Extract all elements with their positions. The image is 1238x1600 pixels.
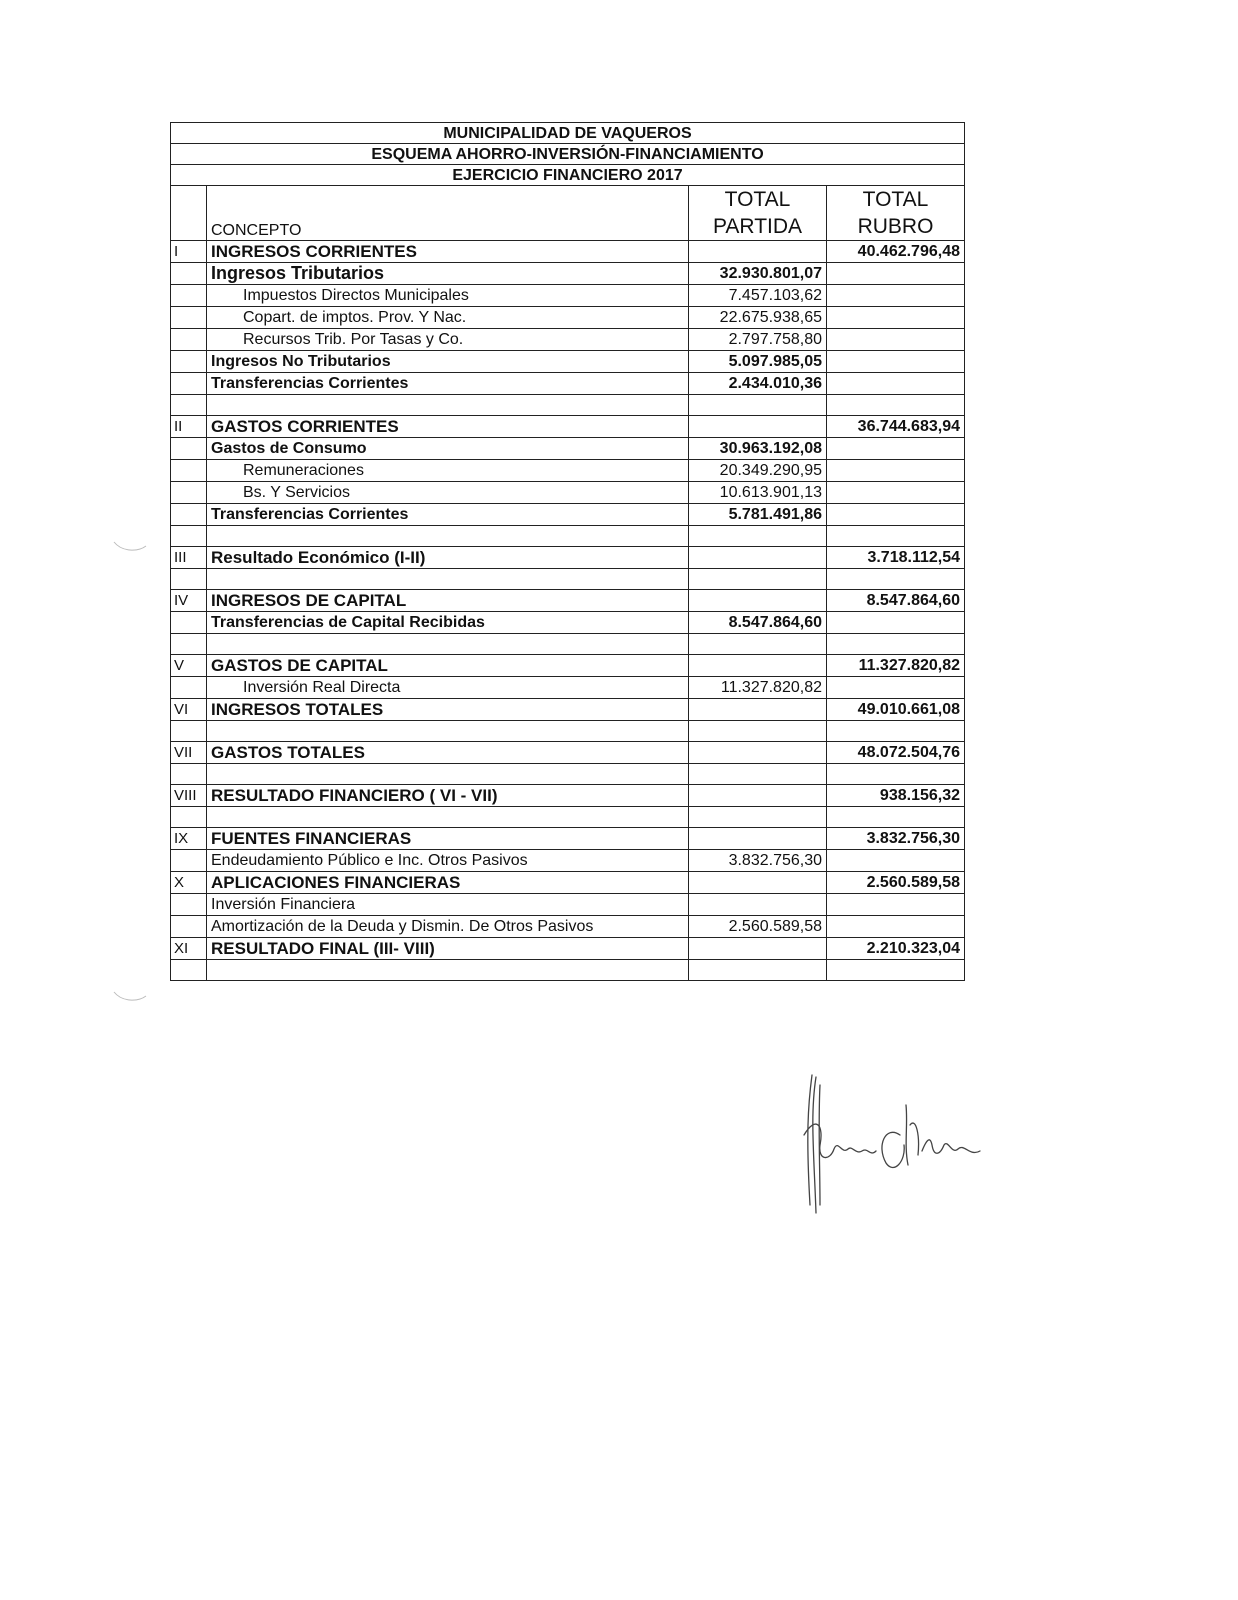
row-total-partida — [689, 655, 827, 677]
row-total-rubro — [827, 373, 965, 395]
table-title: MUNICIPALIDAD DE VAQUEROS — [171, 123, 965, 144]
row-total-partida — [689, 395, 827, 416]
row-number — [171, 960, 207, 981]
row-concept — [207, 764, 689, 785]
row-concept: Amortización de la Deuda y Dismin. De Otros Pasivos — [207, 916, 689, 938]
row-concept: INGRESOS TOTALES — [207, 699, 689, 721]
row-number — [171, 438, 207, 460]
row-total-partida — [689, 742, 827, 764]
row-total-rubro — [827, 894, 965, 916]
table-row — [171, 872, 965, 894]
row-concept: INGRESOS DE CAPITAL — [207, 590, 689, 612]
row-total-rubro — [827, 612, 965, 634]
row-number: II — [171, 416, 207, 438]
row-concept: RESULTADO FINANCIERO ( VI - VII) — [207, 785, 689, 807]
row-number — [171, 677, 207, 699]
row-total-rubro — [827, 395, 965, 416]
row-total-rubro: 3.718.112,54 — [827, 547, 965, 569]
row-total-partida: 22.675.938,65 — [689, 307, 827, 329]
row-number — [171, 482, 207, 504]
row-total-rubro — [827, 850, 965, 872]
row-total-partida — [689, 590, 827, 612]
row-total-rubro: 938.156,32 — [827, 785, 965, 807]
row-number — [171, 569, 207, 590]
row-total-partida: 10.613.901,13 — [689, 482, 827, 504]
table-row — [171, 894, 965, 916]
table-row — [171, 329, 965, 351]
row-total-partida: 2.560.589,58 — [689, 916, 827, 938]
table-row — [171, 307, 965, 329]
row-concept: Ingresos No Tributarios — [207, 351, 689, 373]
row-number: V — [171, 655, 207, 677]
row-concept: Resultado Económico (I-II) — [207, 547, 689, 569]
row-total-rubro — [827, 329, 965, 351]
table-row — [171, 416, 965, 438]
row-total-partida: 7.457.103,62 — [689, 285, 827, 307]
row-total-rubro — [827, 721, 965, 742]
row-number — [171, 850, 207, 872]
row-number — [171, 285, 207, 307]
row-total-partida — [689, 894, 827, 916]
table-subtitle: ESQUEMA AHORRO-INVERSIÓN-FINANCIAMIENTO — [171, 144, 965, 165]
row-concept — [207, 526, 689, 547]
row-number — [171, 634, 207, 655]
table-row — [171, 482, 965, 504]
row-total-partida — [689, 526, 827, 547]
row-number: X — [171, 872, 207, 894]
row-total-partida — [689, 699, 827, 721]
table-row — [171, 807, 965, 828]
row-concept — [207, 395, 689, 416]
row-total-rubro — [827, 263, 965, 285]
row-total-partida — [689, 828, 827, 850]
row-number — [171, 351, 207, 373]
row-number — [171, 764, 207, 785]
punch-hole-mark — [112, 540, 148, 554]
row-total-partida: 8.547.864,60 — [689, 612, 827, 634]
row-concept: Transferencias Corrientes — [207, 504, 689, 526]
row-total-rubro — [827, 438, 965, 460]
table-row — [171, 721, 965, 742]
table-row — [171, 938, 965, 960]
table-row — [171, 263, 965, 285]
row-concept: Bs. Y Servicios — [207, 482, 689, 504]
row-total-partida — [689, 764, 827, 785]
row-total-rubro — [827, 764, 965, 785]
row-number — [171, 916, 207, 938]
row-total-rubro — [827, 569, 965, 590]
row-total-rubro — [827, 482, 965, 504]
row-total-partida — [689, 938, 827, 960]
row-total-rubro: 2.210.323,04 — [827, 938, 965, 960]
row-total-partida: 20.349.290,95 — [689, 460, 827, 482]
row-concept: FUENTES FINANCIERAS — [207, 828, 689, 850]
row-total-partida: 3.832.756,30 — [689, 850, 827, 872]
row-total-rubro: 48.072.504,76 — [827, 742, 965, 764]
row-total-partida: 11.327.820,82 — [689, 677, 827, 699]
row-number: III — [171, 547, 207, 569]
col-header-total-rubro: TOTAL RUBRO — [827, 186, 965, 241]
col-header-total-partida: TOTAL PARTIDA — [689, 186, 827, 241]
row-concept: RESULTADO FINAL (III- VIII) — [207, 938, 689, 960]
row-concept: Transferencias Corrientes — [207, 373, 689, 395]
row-total-partida: 32.930.801,07 — [689, 263, 827, 285]
row-total-rubro — [827, 916, 965, 938]
row-concept: Ingresos Tributarios — [207, 263, 689, 285]
row-total-rubro: 11.327.820,82 — [827, 655, 965, 677]
table-row — [171, 569, 965, 590]
row-total-partida — [689, 634, 827, 655]
table-row — [171, 460, 965, 482]
row-concept — [207, 960, 689, 981]
row-number — [171, 460, 207, 482]
row-total-rubro — [827, 807, 965, 828]
row-number — [171, 263, 207, 285]
row-concept: Remuneraciones — [207, 460, 689, 482]
row-total-partida — [689, 569, 827, 590]
row-concept — [207, 807, 689, 828]
table-row — [171, 590, 965, 612]
table-row — [171, 504, 965, 526]
table-row — [171, 699, 965, 721]
row-number — [171, 894, 207, 916]
row-concept: Endeudamiento Público e Inc. Otros Pasivos — [207, 850, 689, 872]
row-number — [171, 329, 207, 351]
row-number: I — [171, 241, 207, 263]
col-header-number — [171, 186, 207, 241]
row-number: VIII — [171, 785, 207, 807]
financial-table — [170, 122, 965, 981]
row-total-rubro — [827, 960, 965, 981]
row-number — [171, 526, 207, 547]
row-concept: Transferencias de Capital Recibidas — [207, 612, 689, 634]
row-number: XI — [171, 938, 207, 960]
row-total-partida: 2.434.010,36 — [689, 373, 827, 395]
row-total-rubro — [827, 634, 965, 655]
table-row — [171, 960, 965, 981]
row-number — [171, 807, 207, 828]
table-row — [171, 916, 965, 938]
table-row — [171, 828, 965, 850]
table-row — [171, 764, 965, 785]
row-concept: Copart. de imptos. Prov. Y Nac. — [207, 307, 689, 329]
table-row — [171, 742, 965, 764]
row-total-partida: 30.963.192,08 — [689, 438, 827, 460]
table-row — [171, 526, 965, 547]
table-row — [171, 438, 965, 460]
table-row — [171, 373, 965, 395]
table-row — [171, 850, 965, 872]
row-total-partida — [689, 807, 827, 828]
row-number: VII — [171, 742, 207, 764]
row-concept: GASTOS CORRIENTES — [207, 416, 689, 438]
row-concept — [207, 569, 689, 590]
row-concept: GASTOS DE CAPITAL — [207, 655, 689, 677]
row-total-partida — [689, 872, 827, 894]
table-period: EJERCICIO FINANCIERO 2017 — [171, 165, 965, 186]
row-concept: Inversión Real Directa — [207, 677, 689, 699]
row-total-rubro: 2.560.589,58 — [827, 872, 965, 894]
row-total-partida — [689, 960, 827, 981]
table-row — [171, 547, 965, 569]
row-total-partida: 2.797.758,80 — [689, 329, 827, 351]
row-total-rubro — [827, 460, 965, 482]
table-row — [171, 634, 965, 655]
row-total-partida — [689, 785, 827, 807]
row-total-rubro — [827, 677, 965, 699]
row-number — [171, 721, 207, 742]
row-number — [171, 307, 207, 329]
table-row — [171, 285, 965, 307]
row-total-partida — [689, 721, 827, 742]
row-total-rubro: 40.462.796,48 — [827, 241, 965, 263]
table-row — [171, 351, 965, 373]
row-total-rubro: 36.744.683,94 — [827, 416, 965, 438]
row-total-rubro — [827, 526, 965, 547]
table-row — [171, 677, 965, 699]
row-number: IV — [171, 590, 207, 612]
row-concept: Recursos Trib. Por Tasas y Co. — [207, 329, 689, 351]
row-total-partida — [689, 416, 827, 438]
row-total-partida: 5.097.985,05 — [689, 351, 827, 373]
row-concept: Inversión Financiera — [207, 894, 689, 916]
table-row — [171, 655, 965, 677]
row-concept: Impuestos Directos Municipales — [207, 285, 689, 307]
row-total-partida — [689, 241, 827, 263]
row-concept: INGRESOS CORRIENTES — [207, 241, 689, 263]
signature-icon — [790, 1065, 1000, 1215]
table-row — [171, 395, 965, 416]
row-number — [171, 504, 207, 526]
row-total-rubro — [827, 351, 965, 373]
row-concept — [207, 634, 689, 655]
row-total-rubro: 8.547.864,60 — [827, 590, 965, 612]
row-number: VI — [171, 699, 207, 721]
row-total-rubro — [827, 504, 965, 526]
table-row — [171, 241, 965, 263]
row-number — [171, 395, 207, 416]
table-body — [171, 241, 965, 981]
row-concept: GASTOS TOTALES — [207, 742, 689, 764]
row-number: IX — [171, 828, 207, 850]
row-total-rubro: 3.832.756,30 — [827, 828, 965, 850]
row-number — [171, 612, 207, 634]
row-concept — [207, 721, 689, 742]
row-number — [171, 373, 207, 395]
table-row — [171, 612, 965, 634]
row-concept: APLICACIONES FINANCIERAS — [207, 872, 689, 894]
table-row — [171, 785, 965, 807]
row-total-rubro — [827, 307, 965, 329]
row-total-partida: 5.781.491,86 — [689, 504, 827, 526]
col-header-concepto: CONCEPTO — [207, 186, 689, 241]
punch-hole-mark — [112, 990, 148, 1004]
row-total-rubro — [827, 285, 965, 307]
row-total-rubro: 49.010.661,08 — [827, 699, 965, 721]
row-concept: Gastos de Consumo — [207, 438, 689, 460]
row-total-partida — [689, 547, 827, 569]
